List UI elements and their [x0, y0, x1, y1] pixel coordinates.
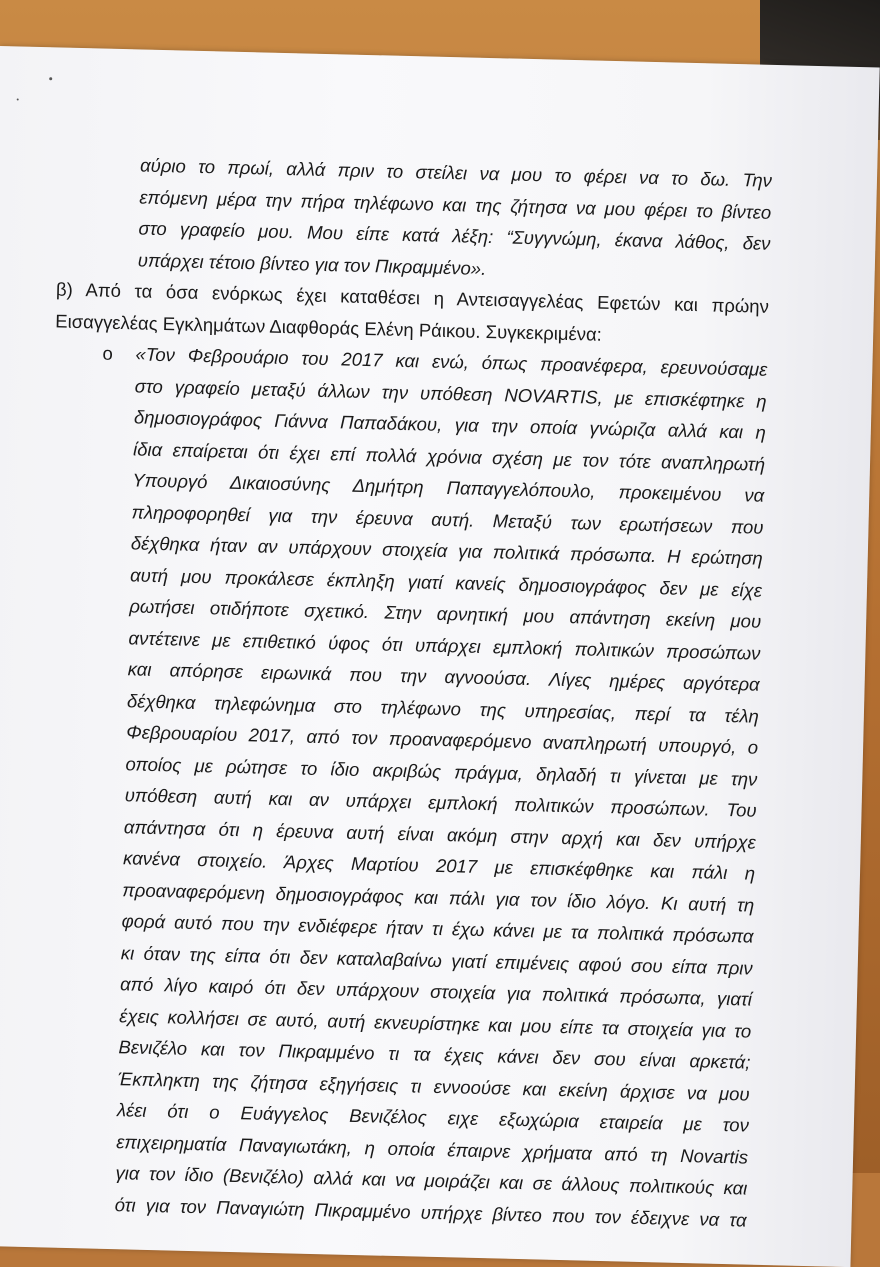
- text-line: οποίος με ρώτησε το ίδιο ακριβώς πράγμα, δηλαδή τι γίνεται με την: [125, 752, 758, 790]
- text-line: στο γραφείο μου. Μου είπε κατά λέξη: “Συγγνώμη, έκανα λάθος, δεν: [138, 217, 771, 254]
- document-text: [55, 149, 773, 1236]
- text-line: επιχειρηματία Παναγιωτάκη, η οποία έπαιρνε χρήματα από τη Novartis: [116, 1130, 749, 1168]
- text-line: κανένα στοιχείο. Άρχες Μαρτίου 2017 με επισκέφθηκε και πάλι η: [122, 847, 756, 884]
- text-line: δημοσιογράφος Γιάννα Παπαδάκου, για την οποία γνώριζα αλλά και η: [133, 406, 767, 443]
- text-line: αντέτεινε με επιθετικό ύφος ότι υπάρχει εμπλοκή πολιτικών προσώπων: [128, 626, 761, 664]
- document-page: [0, 46, 880, 1267]
- text-line: κι όταν της είπα ότι δεν καταλαβαίνω γιατί επιμένεις αφού σου είπα πριν: [120, 941, 753, 979]
- text-line: ίδια επαίρεται ότι έχει επί πολλά χρόνια σχέση με τον τότε αναπληρωτή: [132, 437, 766, 475]
- paper-speck: [49, 77, 52, 80]
- text-line: αύριο το πρωί, αλλά πριν το στείλει να μου το φέρει να το δω. Την: [139, 154, 773, 191]
- text-line: από λίγο καιρό ότι δεν υπάρχουν στοιχεία για πολιτικά πρόσωπα, γιατί: [119, 973, 753, 1010]
- text-line: υπόθεση αυτή και αν υπάρχει εμπλοκή πολιτικών προσώπων. Του: [124, 784, 757, 821]
- text-line: στο γραφείο μεταξύ άλλων την υπόθεση NOVARTIS, με επισκέφτηκε η: [134, 374, 767, 412]
- text-line: Υπουργό Δικαιοσύνης Δημήτρη Παπαγγελόπουλο, προκειμένου να: [132, 469, 765, 506]
- continuation-paragraph: [90, 148, 772, 291]
- paper-speck: [17, 98, 19, 100]
- text-line: Εισαγγελέας Εγκλημάτων Διαφθοράς Ελένη Ράικου. Συγκεκριμένα:: [55, 309, 603, 345]
- text-line: φορά αυτό που την ενδιέφερε ήταν τι έχω κάνει με τα πολιτικά πρόσωπα: [121, 910, 754, 947]
- text-line: αυτή μου προκάλεσε έκπληξη γιατί κανείς δημοσιογράφος δεν με είχε: [129, 563, 763, 601]
- text-line: και απόρησε ειρωνικά που την αγνοούσα. Λίγες ημέρες αργότερα: [127, 658, 760, 695]
- text-line: απάντησα ότι η έρευνα αυτή είναι ακόμη στην αρχή και δεν υπήρχε: [123, 815, 757, 853]
- text-line: δέχθηκα ήταν αν υπάρχουν στοιχεία για πολιτικά πρόσωπα. Η ερώτηση: [130, 532, 763, 569]
- text-line: πληροφορηθεί για την έρευνα αυτή. Μεταξύ των ερωτήσεων που: [131, 500, 764, 538]
- bullet-marker: o: [102, 342, 114, 364]
- text-line: ότι για τον Παναγιώτη Πικραμμένο υπήρχε βίντεο που τον έδειχνε να τα: [114, 1193, 747, 1231]
- text-line: Φεβρουαρίου 2017, από τον προαναφερόμενο αναπληρωτή υπουργό, ο: [126, 721, 759, 758]
- text-line: επόμενη μέρα την πήρα τηλέφωνο και της ζήτησα να μου φέρει το βίντεο: [139, 185, 772, 223]
- text-line: «Τον Φεβρουάριο του 2017 και ενώ, όπως προανέφερα, ερευνούσαμε: [135, 343, 768, 380]
- text-line: β) Από τα όσα ενόρκως έχει καταθέσει η Αντεισαγγελέας Εφετών και πρώην: [55, 278, 770, 317]
- text-line: έχεις κολλήσει σε αυτό, αυτή εκνευρίστηκε και μου είπε τα στοιχεία για το: [119, 1004, 752, 1042]
- text-line: λέει ότι ο Ευάγγελος Βενιζέλος ειχε εξωχώρια εταιρεία με τον: [116, 1099, 750, 1136]
- text-line: Έκπληκτη της ζήτησα εξηγήσεις τι εννοούσε και εκείνη άρχισε να μου: [117, 1067, 750, 1105]
- text-line: Βενιζέλο και τον Πικραμμένο τι τα έχεις κάνει δεν σου είναι αρκετά;: [118, 1036, 751, 1073]
- text-line: για τον ίδιο (Βενιζέλο) αλλά και να μοιράζει και σε άλλους πολιτικούς και: [115, 1162, 748, 1199]
- text-line: δέχθηκα τηλεφώνημα στο τηλέφωνο της υπηρεσίας, περί τα τέλη: [126, 689, 760, 727]
- testimony-quote: [67, 337, 767, 1235]
- text-line: προαναφερόμενη δημοσιογράφος και πάλι για τον ίδιο λόγο. Κι αυτή τη: [122, 878, 755, 916]
- text-line: υπάρχει τέτοιο βίντεο για τον Πικραμμένο».: [137, 248, 487, 279]
- text-line: ρωτήσει οτιδήποτε σχετικό. Στην αρνητική μου απάντηση εκείνη μου: [129, 595, 762, 632]
